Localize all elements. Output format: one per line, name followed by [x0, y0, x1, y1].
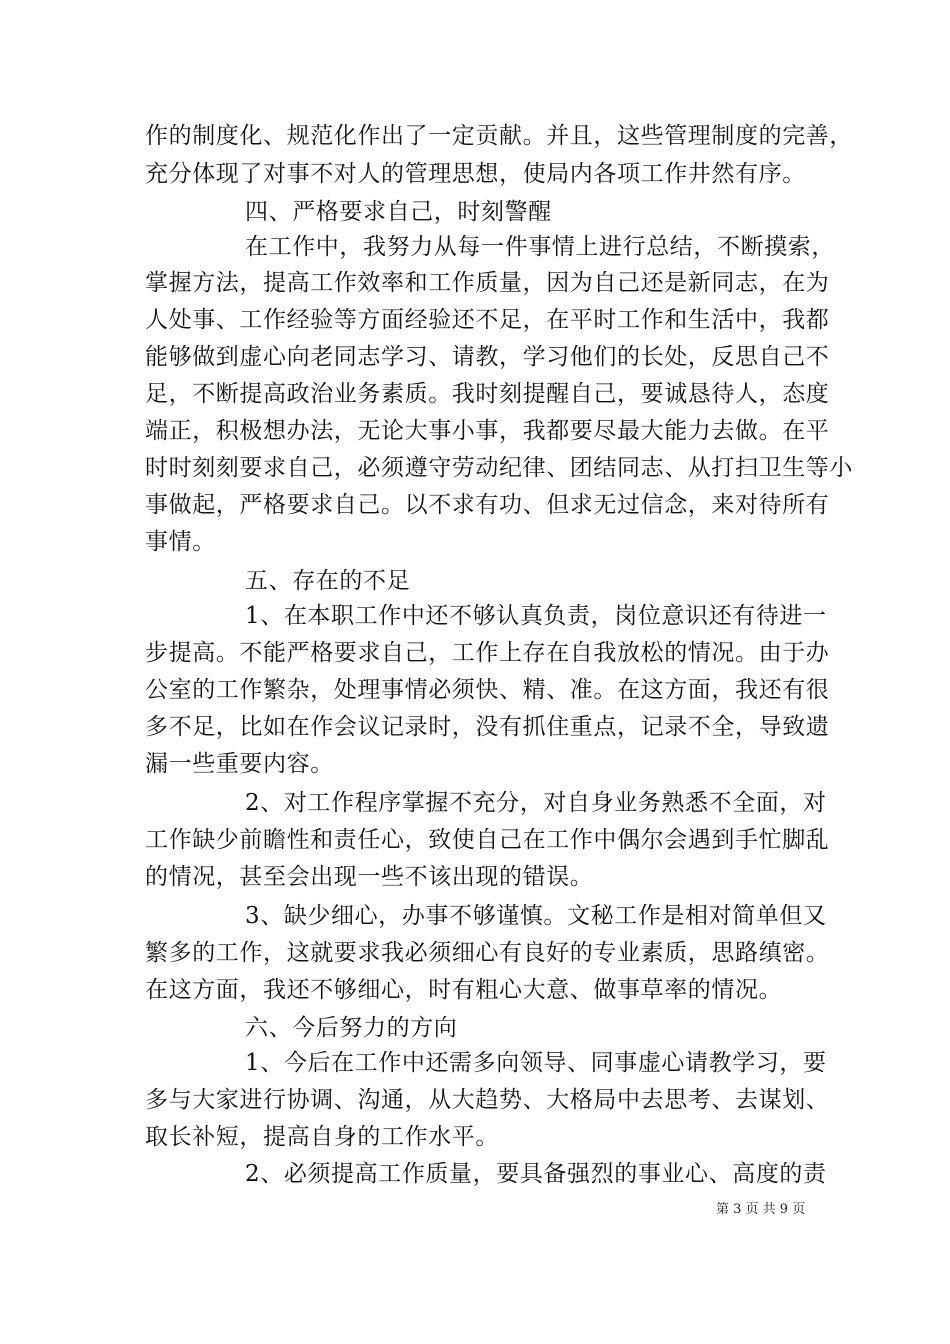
text-line: 充分体现了对事不对人的管理思想，使局内各项工作井然有序。	[145, 161, 806, 187]
text-line: 作的制度化、规范化作出了一定贡献。并且，这些管理制度的完善，	[145, 123, 853, 149]
text-line: 多与大家进行协调、沟通，从大趋势、大格局中去思考、去谋划、	[145, 1087, 830, 1113]
text-line: 的情况，甚至会出现一些不该出现的错误。	[145, 864, 594, 890]
section-heading: 四、严格要求自己，时刻警醒	[245, 199, 552, 225]
page-number-footer: 第 3 页 共 9 页	[716, 1202, 806, 1217]
section-heading: 六、今后努力的方向	[245, 1015, 458, 1041]
text-line: 步提高。不能严格要求自己，工作上存在自我放松的情况。由于办	[145, 640, 830, 666]
text-line: 掌握方法，提高工作效率和工作质量，因为自己还是新同志，在为	[145, 270, 830, 296]
text-line: 漏一些重要内容。	[145, 751, 334, 777]
text-line: 工作缺少前瞻性和责任心，致使自己在工作中偶尔会遇到手忙脚乱	[145, 827, 830, 853]
text-line: 1、在本职工作中还不够认真负责，岗位意识还有待进一	[245, 603, 827, 629]
text-line: 在工作中，我努力从每一件事情上进行总结，不断摸索，	[245, 234, 835, 260]
text-line: 3、缺少细心，办事不够谨慎。文秘工作是相对简单但又	[245, 903, 827, 929]
text-line: 2、对工作程序掌握不充分，对自身业务熟悉不全面，对	[245, 790, 827, 816]
text-line: 繁多的工作，这就要求我必须细心有良好的专业素质，思路缜密。	[145, 940, 830, 966]
text-line: 取长补短，提高自身的工作水平。	[145, 1124, 499, 1150]
text-line: 能够做到虚心向老同志学习、请教，学习他们的长处，反思自己不	[145, 344, 830, 370]
text-line: 事做起，严格要求自己。以不求有功、但求无过信念，来对待所有	[145, 492, 830, 518]
text-line: 1、今后在工作中还需多向领导、同事虚心请教学习，要	[245, 1050, 827, 1076]
text-line: 足，不断提高政治业务素质。我时刻提醒自己，要诚恳待人，态度	[145, 381, 830, 407]
text-line: 事情。	[145, 529, 216, 555]
text-line: 人处事、工作经验等方面经验还不足，在平时工作和生活中，我都	[145, 307, 830, 333]
text-line: 在这方面，我还不够细心，时有粗心大意、做事草率的情况。	[145, 977, 783, 1003]
text-line: 公室的工作繁杂，处理事情必须快、精、准。在这方面，我还有很	[145, 677, 830, 703]
text-line: 2、必须提高工作质量，要具备强烈的事业心、高度的责	[245, 1161, 827, 1187]
text-line: 时时刻刻要求自己，必须遵守劳动纪律、团结同志、从打扫卫生等小	[145, 455, 853, 481]
text-line: 多不足，比如在作会议记录时，没有抓住重点，记录不全，导致遗	[145, 714, 830, 740]
section-heading: 五、存在的不足	[245, 568, 411, 594]
text-line: 端正，积极想办法，无论大事小事，我都要尽最大能力去做。在平	[145, 418, 830, 444]
